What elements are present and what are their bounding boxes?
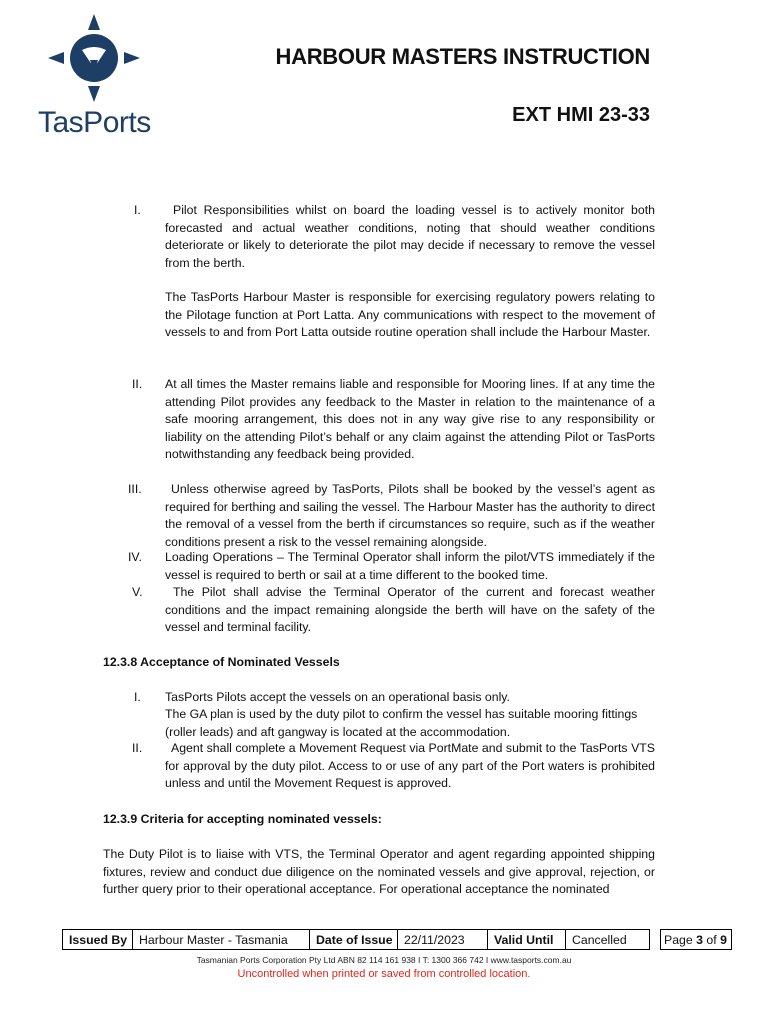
list-item-paragraph: The TasPorts Harbour Master is responsible for exercising regulatory powers relating to the Pilotage function at Port Latta. Any communications with respect to the movement of vessels to and from Port Latta outside routine operation shall include the Harbour Master. xyxy=(165,290,655,340)
valid-until-value: Cancelled xyxy=(566,929,650,950)
body-paragraph: The Duty Pilot is to liaise with VTS, the Terminal Operator and agent regarding appointed shipping fixtures, review and conduct due diligence on the nominated vessels and give approval, rejection, or further query prior to their operational acceptance. For operational acceptance the nominated xyxy=(103,847,655,897)
section-heading: 12.3.8 Acceptance of Nominated Vessels xyxy=(103,655,340,669)
list-item: Loading Operations – The Terminal Operator shall inform the pilot/VTS immediately if the vessel is required to berth or sail at a time different to the booked time. xyxy=(165,550,655,582)
page-total: 9 xyxy=(720,933,727,947)
list-item: Pilot Responsibilities whilst on board the loading vessel is to actively monitor both forecasted and actual weather conditions, noting that should weather conditions deteriorate or likely to deteriorate the pilot may decide if necessary to remove the vessel from the berth. xyxy=(165,203,655,270)
page-current: 3 xyxy=(696,933,703,947)
uncontrolled-notice: Uncontrolled when printed or saved from controlled location. xyxy=(237,968,531,980)
valid-until-label: Valid Until xyxy=(488,929,566,950)
list-numeral: II. xyxy=(132,741,143,755)
issued-by-label: Issued By xyxy=(62,929,133,950)
page-of: of xyxy=(702,933,721,947)
document-code: EXT HMI 23-33 xyxy=(512,104,650,126)
brand-wordmark: TasPorts xyxy=(38,106,151,139)
issued-by-value: Harbour Master - Tasmania xyxy=(133,929,310,950)
document-title: HARBOUR MASTERS INSTRUCTION xyxy=(275,44,650,69)
company-details: Tasmanian Ports Corporation Pty Ltd ABN 82 114 161 938 I T: 1300 366 742 I www.tasports.com.au xyxy=(196,955,572,965)
list-numeral: II. xyxy=(132,377,143,391)
section-heading: 12.3.9 Criteria for accepting nominated vessels: xyxy=(103,812,382,826)
page-number xyxy=(660,929,732,950)
page-prefix: Page xyxy=(664,933,697,947)
tasports-logo xyxy=(38,12,151,142)
list-numeral: III. xyxy=(128,482,142,496)
list-numeral: IV. xyxy=(128,550,142,564)
list-item: Agent shall complete a Movement Request via PortMate and submit to the TasPorts VTS for approval by the duty pilot. Access to or use of any part of the Port waters is prohibited unless and until the Movement Request is approved. xyxy=(165,741,655,791)
date-of-issue-label: Date of Issue xyxy=(310,929,398,950)
list-item: At all times the Master remains liable and responsible for Mooring lines. If at any time the attending Pilot provides any feedback to the Master in relation to the maintenance of a safe mooring arrangement, this does not in any way give rise to any responsibility or liability on the attending Pilot’s behalf or any claim against the attending Pilot or TasPorts notwithstanding any feedback being provided. xyxy=(165,377,655,462)
compass-logo-icon xyxy=(46,12,142,104)
list-item: TasPorts Pilots accept the vessels on an operational basis only. xyxy=(165,690,510,704)
list-item: Unless otherwise agreed by TasPorts, Pilots shall be booked by the vessel’s agent as required for berthing and sailing the vessel. The Harbour Master has the authority to direct the removal of a vessel from the berth if circumstances so require, such as if the weather conditions present a risk to the vessel remaining alongside. xyxy=(165,482,655,549)
document-control-table xyxy=(62,929,732,950)
list-numeral: I. xyxy=(134,690,141,704)
list-item: The Pilot shall advise the Terminal Operator of the current and forecast weather conditions and the impact remaining alongside the berth will have on the safety of the vessel and terminal facility. xyxy=(165,585,655,635)
list-numeral: V. xyxy=(132,585,143,599)
list-item-paragraph: The GA plan is used by the duty pilot to confirm the vessel has suitable mooring fittings (roller leads) and aft gangway is located at the accommodation. xyxy=(165,707,638,739)
table-spacer xyxy=(650,929,660,950)
list-numeral: I. xyxy=(134,203,141,217)
date-of-issue-value: 22/11/2023 xyxy=(398,929,488,950)
